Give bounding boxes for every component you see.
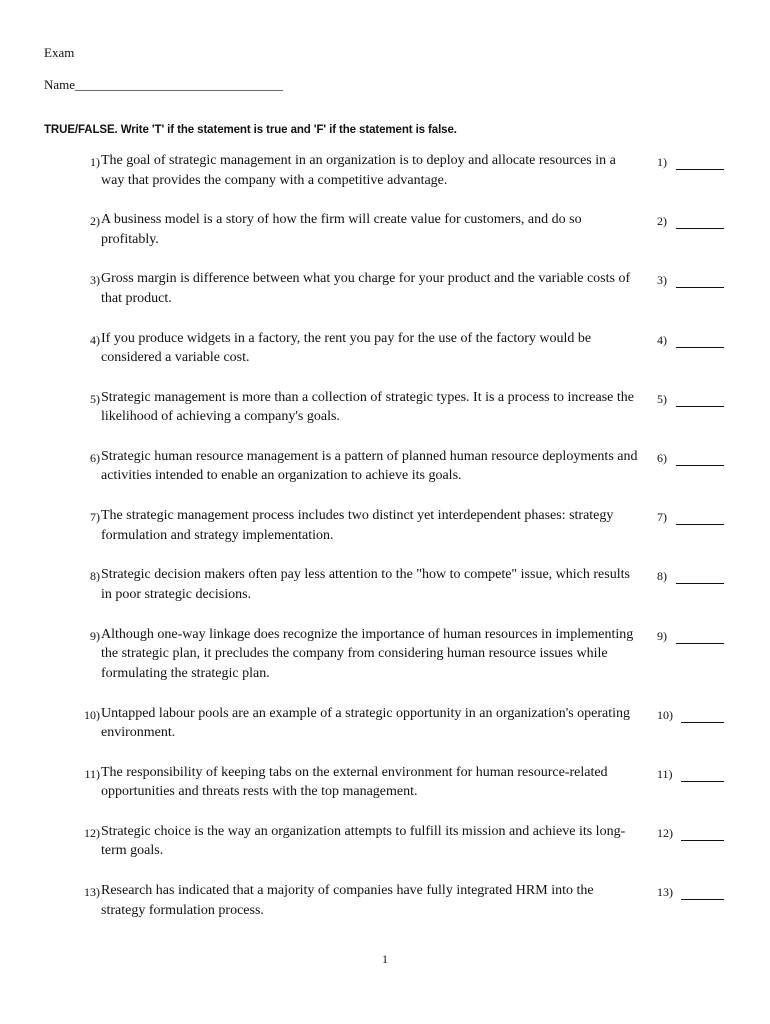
section-instructions: TRUE/FALSE. Write 'T' if the statement is true and 'F' if the statement is false. [44, 124, 457, 136]
answer-number: 13) [657, 885, 673, 900]
answer-blank[interactable] [681, 840, 724, 841]
answer-blank[interactable] [676, 524, 724, 525]
question-number: 13) [84, 885, 100, 900]
question-number: 11) [84, 766, 100, 781]
question-item [0, 821, 770, 880]
question-text: Although one-way linkage does recognize the importance of human resources in implementing the strategic plan, it precludes the company from considering human resource issues while formulating the strategic plan. [101, 626, 634, 681]
question-number: 6) [90, 450, 100, 465]
question-item [0, 762, 770, 821]
question-text: The strategic management process includes two distinct yet interdependent phases: strategy formulation and strategy implementation. [101, 508, 614, 543]
question-item [0, 387, 770, 446]
question-text: Strategic decision makers often pay less attention to the "how to compete" issue, which results in poor strategic decisions. [101, 567, 630, 602]
question-text: Strategic management is more than a collection of strategic types. It is a process to increase the likelihood of achieving a company's goals. [101, 389, 634, 425]
answer-blank[interactable] [676, 169, 724, 170]
question-item [0, 150, 770, 209]
answer-blank[interactable] [676, 287, 724, 288]
question-text: Gross margin is difference between what you charge for your product and the variable costs of that product. [101, 271, 631, 306]
exam-title: Exam [44, 45, 75, 60]
question-item [0, 268, 770, 327]
question-number: 4) [90, 332, 100, 347]
answer-blank[interactable] [676, 406, 724, 407]
question-number: 12) [84, 825, 100, 840]
answer-number: 5) [657, 391, 667, 406]
answer-number: 12) [657, 825, 673, 840]
answer-number: 3) [657, 273, 667, 288]
answer-blank[interactable] [681, 899, 724, 900]
answer-blank[interactable] [676, 228, 724, 229]
question-number: 3) [90, 273, 100, 288]
answer-number: 11) [657, 766, 673, 781]
answer-number: 8) [657, 569, 667, 584]
answer-number: 10) [657, 707, 673, 722]
question-number: 2) [90, 214, 100, 229]
answer-blank[interactable] [676, 465, 724, 466]
question-list [0, 150, 770, 939]
question-number: 5) [90, 391, 100, 406]
question-item [0, 703, 770, 762]
question-text: The goal of strategic management in an organization is to deploy and allocate resources in a way that provides the company with a competitive advantage. [101, 153, 616, 188]
answer-blank[interactable] [676, 643, 724, 644]
question-text: Research has indicated that a majority of companies have fully integrated HRM into the strategy formulation process. [101, 883, 594, 918]
answer-number: 6) [657, 450, 667, 465]
question-text: Untapped labour pools are an example of a strategic opportunity in an organization's operating environment. [101, 705, 631, 740]
question-number: 10) [84, 707, 100, 722]
answer-number: 1) [657, 155, 667, 169]
question-item [0, 209, 770, 268]
answer-number: 2) [657, 214, 667, 229]
answer-blank[interactable] [676, 347, 724, 348]
question-item [0, 880, 770, 939]
answer-blank[interactable] [676, 583, 724, 584]
name-field-line: Name________________________________ [44, 77, 284, 92]
question-number: 1) [90, 155, 100, 169]
question-text: If you produce widgets in a factory, the rent you pay for the use of the factory would be considered a variable cost. [101, 330, 592, 366]
page-number: 1 [382, 952, 388, 966]
question-text: Strategic human resource management is a pattern of planned human resource deployments and activities intended to enable an organization to achieve its goals. [101, 448, 638, 484]
question-number: 7) [90, 510, 100, 525]
question-number: 8) [90, 569, 100, 584]
question-text: Strategic choice is the way an organization attempts to fulfill its mission and achieve its long-term goals. [101, 823, 626, 859]
question-item [0, 328, 770, 387]
answer-number: 9) [657, 628, 667, 643]
question-item [0, 505, 770, 564]
question-text: A business model is a story of how the firm will create value for customers, and do so profitably. [101, 212, 582, 247]
question-item [0, 446, 770, 505]
question-item [0, 624, 770, 703]
answer-blank[interactable] [681, 781, 724, 782]
question-number: 9) [90, 628, 100, 643]
question-item [0, 564, 770, 623]
answer-blank[interactable] [681, 722, 724, 723]
answer-number: 4) [657, 332, 667, 347]
answer-number: 7) [657, 510, 667, 525]
question-text: The responsibility of keeping tabs on the external environment for human resource-related opportunities and threats rests with the top management. [101, 764, 608, 800]
